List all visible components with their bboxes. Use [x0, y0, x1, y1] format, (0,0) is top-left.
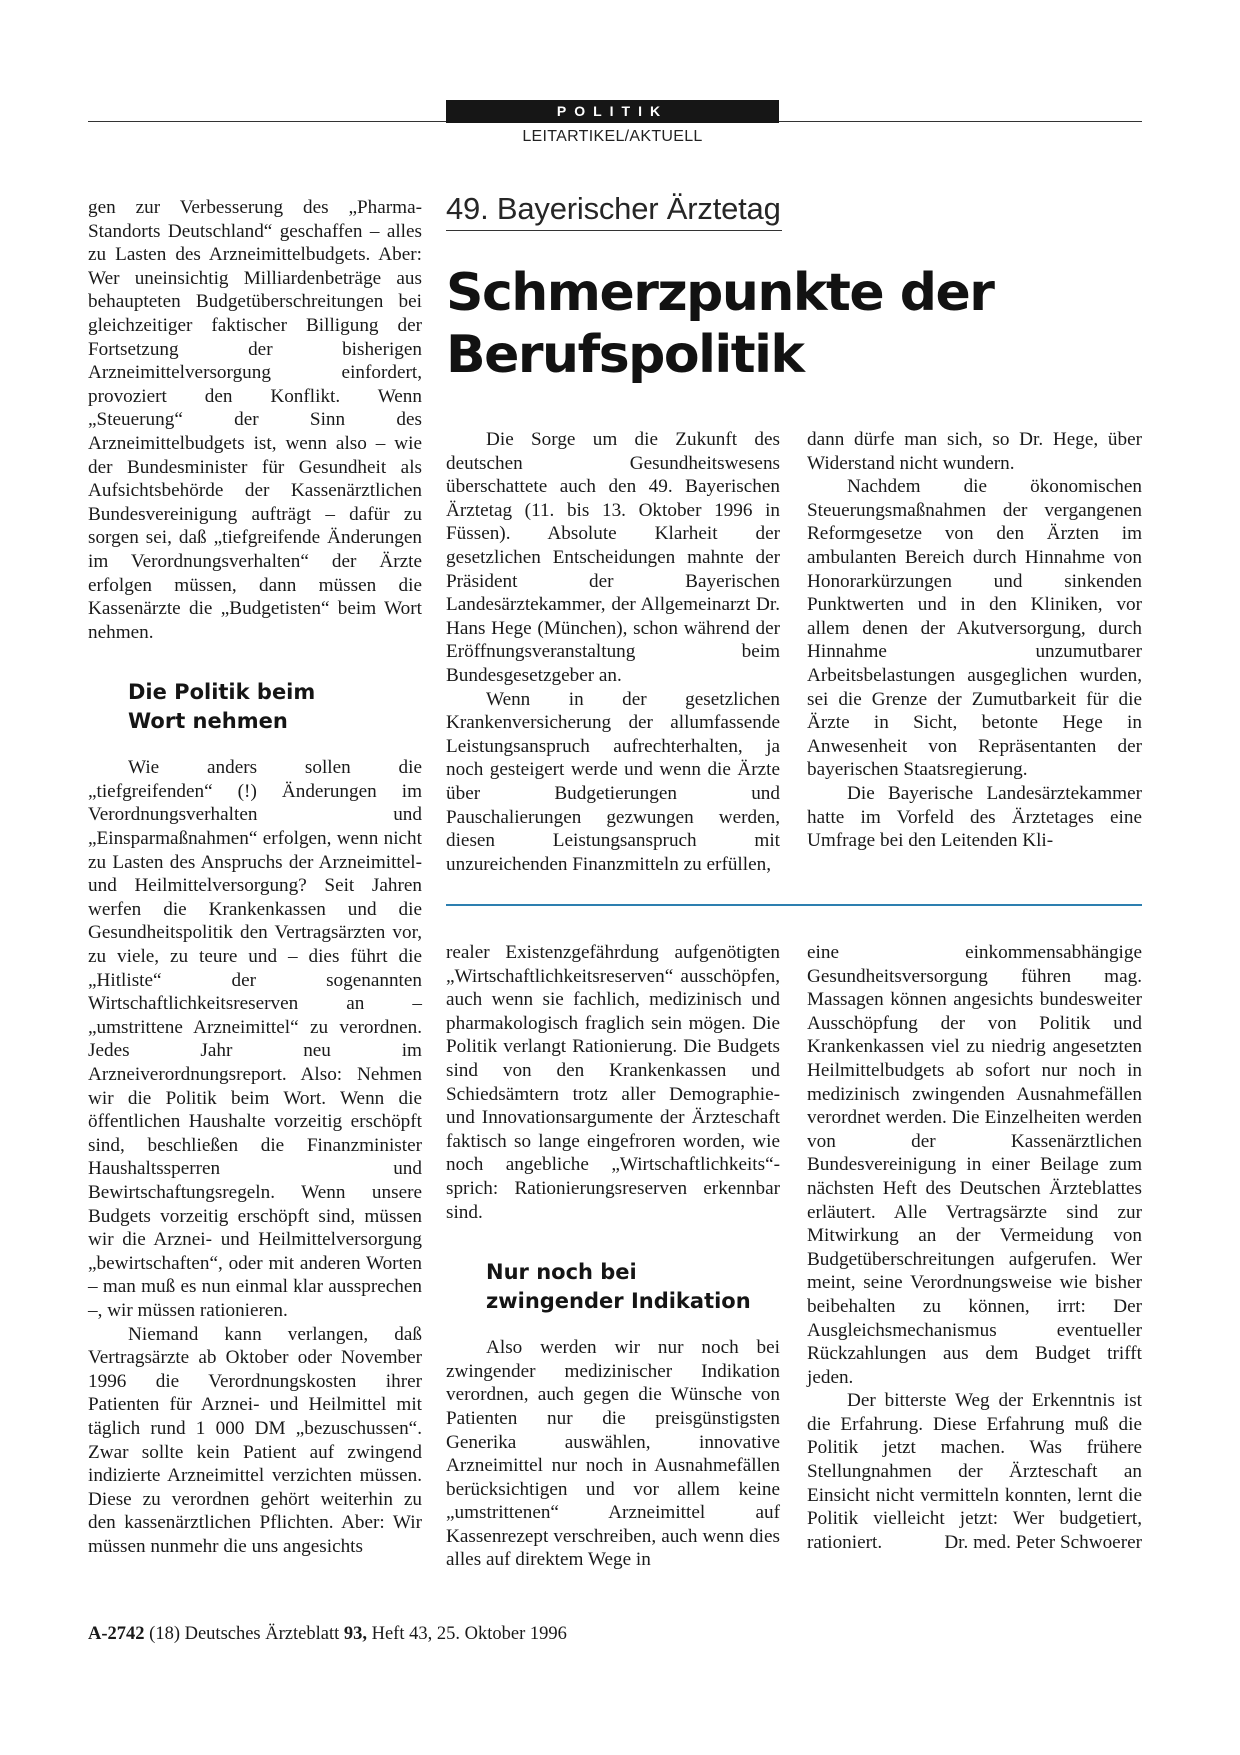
paragraph: eine einkommensabhängige Gesundheitsversorgung führen mag. Massagen können angesichts bundesweiter Ausschöpfung der von Politik und Krankenkassen viel zu niedrig angesetzten Heilmittelbudgets ab sofort nur noch in medizinisch zwingenden Ausnahmefällen verordnet werden. Die Einzelheiten werden von der Kassenärztlichen Bundesvereinigung in einer Beilage zum nächsten Heft des Deutschen Ärzteblattes erläutert. Alle Vertragsärzte sind zur Mitwirkung an der Vermeidung von Budgetüberschreitungen aufgerufen. Wer meint, seine Verordnungsweise wie bisher beibehalten zu können, irrt: Der Ausgleichsmechanismus eventueller Rückzahlungen aus dem Budget trifft jeden. [807, 942, 1142, 1388]
article-kicker: 49. Bayerischer Ärztetag [446, 191, 781, 226]
right-lower-column [807, 941, 1142, 1554]
issue-text: (18) Deutsches Ärzteblatt [149, 1624, 340, 1644]
paragraph: Wenn in der gesetzlichen Krankenversicherung der allumfassende Leistungsanspruch aufrechterhalten, ja noch gesteigert werde und wenn die Ärzte über Budgetierungen und Pauschalierungen gezwungen werden, diesen Leistungsanspruch mit unzureichenden Finanzmitteln zu erfüllen, [446, 688, 780, 875]
paragraph: gen zur Verbesserung des „Pharma-Standorts Deutschland“ geschaffen – alles zu Lasten des Arzneimittelbudgets. Aber: Wer uneinsichtig Milliardenbeträge aus behaupteten Budgetüberschreitungen bei gleichzeitiger faktischer Billigung der Fortsetzung der bisherigen Arzneimittelversorgung einfordert, provoziert den Konflikt. Wenn „Steuerung“ der Sinn des Arzneimittelbudgets ist, wenn also – wie der Bundesminister für Gesundheit als Aufsichtsbehörde der Kassenärztlichen Bundesvereinigung aufträgt – dafür zu sorgen sei, daß „tiefgreifende Änderungen im Verordnungsverhalten“ der Ärzte erfolgen müssen, dann müssen die Kassenärzte die „Budgetisten“ beim Wort nehmen. [88, 197, 422, 643]
subsection-label: LEITARTIKEL/AKTUELL [522, 128, 703, 145]
page-code: A-2742 [88, 1624, 145, 1644]
paragraph [807, 1389, 1142, 1554]
paragraph: Wie anders sollen die „tiefgreifenden“ (!) Änderungen im Verordnungsverhalten und „Einsparmaßnahmen“ erfolgen, wenn nicht zu Lasten des Anspruchs der Arzneimittel- und Heilmittelversorgung? Seit Jahren werfen die Krankenkassen und die Gesundheitspolitik den Vertragsärzten vor, zu viele, zu teure und – dies führt die „Hitliste“ der sogenannten Wirtschaftlichkeitsreserven an – „umstrittene Arzneimittel“ zu verordnen. Jedes Jahr neu im Arzneiverordnungsreport. Also: Nehmen wir die Politik beim Wort. Wenn die öffentlichen Haushalte vorzeitig erschöpft sind, beschließen die Finanzminister Haushaltssperren und Bewirtschaftungsregeln. Wenn unsere Budgets vorzeitig erschöpft sind, müssen wir die Arznei- und Heilmittelversorgung „bewirtschaften“, oder mit anderen Worten – man muß es nun einmal klar aussprechen –, wir müssen rationieren. [88, 757, 422, 1321]
heading-line: Wort nehmen [128, 709, 288, 734]
headline-line: Schmerzpunkte der [446, 263, 994, 323]
article-headline [446, 262, 1146, 386]
middle-lower-column [446, 941, 780, 1572]
section-heading [128, 678, 422, 736]
paragraph: Nachdem die ökonomischen Steuerungsmaßnahmen der vergangenen Reformgesetze von den Ärzten im ambulanten Bereich durch Hinnahme von Honorarkürzungen und sinkenden Punktwerten und in den Kliniken, vor allem denen der Akutversorgung, durch Hinnahme unzumutbarer Arbeitsbelastungen ausgeglichen wurden, sei die Grenze der Zumutbarkeit für die Ärzte in Sicht, betonte Hege in Anwesenheit von Repräsentanten der bayerischen Staatsregierung. [807, 476, 1142, 781]
paragraph: Die Bayerische Landesärztekammer hatte im Vorfeld des Ärztetages eine Umfrage bei den Leitenden Kli- [807, 782, 1142, 852]
paragraph: Die Sorge um die Zukunft des deutschen Gesundheitswesens überschattete auch den 49. Bayerischen Ärztetag (11. bis 13. Oktober 1996 in Füssen). Absolute Klarheit der gesetzlichen Entscheidungen mahnte der Präsident der Bayerischen Landesärztekammer, der Allgemeinarzt Dr. Hans Hege (München), schon während der Eröffnungsveranstaltung beim Bundesgesetzgeber an. [446, 429, 780, 686]
paragraph: Niemand kann verlangen, daß Vertragsärzte ab Oktober oder November 1996 die Verordnungskosten ihrer Patienten für Arznei- und Heilmittel mit täglich rund 1 000 DM „bezuschussen“. Zwar sollte kein Patient auf zwingend indizierte Arzneimittel verzichten müssen. Diese zu verordnen gehört weiterhin zu den kassenärztlichen Pflichten. Aber: Wir müssen nunmehr die uns angesichts [88, 1323, 422, 1557]
heading-line: Die Politik beim [128, 680, 316, 705]
heading-line: zwingender Indikation [486, 1289, 751, 1314]
section-heading [486, 1258, 780, 1316]
volume-number: 93, [343, 1624, 367, 1644]
headline-line: Berufspolitik [446, 325, 804, 385]
left-column [88, 196, 422, 1558]
author-signature: Dr. med. Peter Schwoerer [944, 1531, 1142, 1553]
divider-rule [446, 904, 1142, 906]
paragraph-text: Der bitterste Weg der Erkenntnis ist die Erfahrung. Diese Erfahrung muß die Politik jetzt machen. Was frühere Stellungnahmen der Ärzteschaft an Einsicht nicht vermitteln konnten, lernt die Politik vielleicht jetzt: Wer budgetiert, rationiert. [807, 1390, 1142, 1553]
right-upper-column [807, 428, 1142, 853]
paragraph: Also werden wir nur noch bei zwingender medizinischer Indikation verordnen, auch gegen die Wünsche von Patienten nur die preisgünstigsten Generika auswählen, innovative Arzneimittel nur noch in Ausnahmefällen berücksichtigen und vor allem keine „umstrittenen“ Arzneimittel auf Kassenrezept verschreiben, auch wenn dies alles auf direktem Wege in [446, 1337, 780, 1571]
heading-line: Nur noch bei [486, 1260, 637, 1285]
page-footer [88, 1624, 567, 1645]
middle-upper-column [446, 428, 780, 876]
paragraph: realer Existenzgefährdung aufgenötigten „Wirtschaftlichkeitsreserven“ ausschöpfen, auch wenn sie fachlich, medizinisch und pharmakologisch fraglich sein mögen. Die Politik verlangt Rationierung. Die Budgets sind von den Krankenkassen und Schiedsämtern trotz aller Demographie- und Innovationsargumente der Ärzteschaft faktisch so lange eingefroren worden, wie noch angebliche „Wirtschaftlichkeits“- sprich: Rationierungsreserven erkennbar sind. [446, 942, 780, 1223]
issue-date: Heft 43, 25. Oktober 1996 [371, 1624, 567, 1644]
paragraph: dann dürfe man sich, so Dr. Hege, über Widerstand nicht wundern. [807, 429, 1142, 474]
section-label: POLITIK [446, 100, 779, 123]
kicker-underline [446, 230, 782, 231]
